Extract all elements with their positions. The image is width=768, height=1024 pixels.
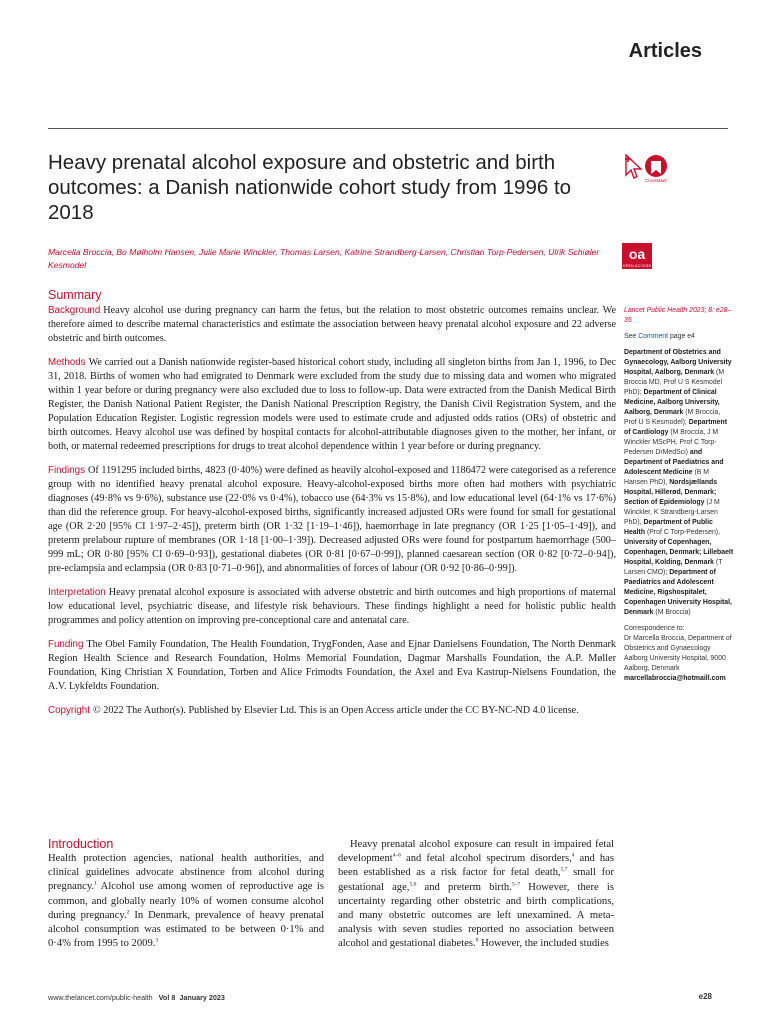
footer-date: January 2023: [179, 993, 225, 1002]
header-rule: [48, 128, 728, 129]
summary-findings: [48, 464, 616, 576]
sidebar: [624, 306, 734, 690]
methods-text: We carried out a Danish nationwide register-based historical cohort study, including all singleton births from Jan 1, 1996, to Dec 31, 2018. Births of women who had emigrated to Denmark were excluded from the study due to missing data and women who migrated within 1 year before or during pregnancy were also excluded due to loss to follow-up. Data were extracted from the Danish Medical Birth Register, the Danish National Patient Register, the Danish National Prescription Registry, the Danish Civil Registration System, and the Population Education Register. Logistic regression models were used to estimate crude and adjusted odds ratios (ORs) of obstetric and birth outcomes. Heavy alcohol use was defined by hospital contacts for alcohol-attributable diagnoses given to the mother, her infant, or both, or maternal redeemed prescriptions for drugs to treat alcohol dependence within 1 year before or during pregnancy.: [48, 357, 616, 452]
citation[interactable]: 5–7: [511, 881, 521, 888]
citation[interactable]: 2: [126, 909, 130, 916]
intro-text: Health protection agencies, national health authorities, and clinical guidelines advocate abstinence from alcohol during pregnancy.: [48, 853, 324, 893]
summary-funding: [48, 638, 616, 694]
introduction-column-2: [338, 838, 614, 952]
footer-journal-info: [48, 993, 225, 1002]
intro-text: and preterm birth.: [416, 881, 512, 893]
summary-methods: [48, 356, 616, 454]
crossmark-label: CrossMark: [645, 178, 667, 183]
summary-heading: Summary: [48, 288, 102, 302]
background-label: Background: [48, 305, 101, 316]
citation[interactable]: 4–6: [392, 852, 401, 859]
findings-text: Of 1191295 included births, 4823 (0·40%) were defined as heavily alcohol-exposed and 1186472 were categorised as a reference group with no identified heavy prenatal alcohol exposure. Heavy-alcohol-exposed births more often had mothers with psychiatric diagnoses (49·8% vs 9·6%), substance use (22·0% vs 0·4%), tobacco use (64·3% vs 15·8%), and low educational level (64·1% vs 17·6%) than did the reference group. For heavy-alcohol-exposed births, significantly increased adjusted ORs were found for small for gestational age (OR 2·20 [95% CI 1·97–2·45]), preterm birth (OR 1·32 [1·19–1·46]), haemorrhage in late pregnancy (OR 1·25 [1·05–1·49]), and preterm prelabour rupture of membranes (OR 1·18 [1·00–1·39]). Decreased adjusted ORs were found for postpartum haemorrhage (500–999 mL; OR 0·80 [95% CI 0·69–0·93]), gestational diabetes (OR 0·81 [0·67–0·99]), planned caesarean section (OR 0·82 [0·72–0·94]), pre-eclampsia and eclampsia (OR 0·83 [0·71–0·96]), and abnormalities of forces of labour (OR 0·92 [0·86–0·99]).: [48, 465, 616, 574]
section-label: Articles: [628, 40, 702, 62]
introduction-heading: Introduction: [48, 837, 114, 851]
methods-label: Methods: [48, 357, 86, 368]
author-list[interactable]: Marcella Broccia, Bo Mølholm Hansen, Julie Marie Winckler, Thomas Larsen, Katrine Strandberg-Larsen, Christian Torp-Pedersen, Ulrik Schiøler Kesmodel: [48, 247, 600, 270]
intro-text: However, there is uncertainty regarding other obstetric and birth complications, and many obstetric outcomes are left unexamined. A meta-analysis with seven studies reported no association between alcohol and gestational diabetes.: [338, 881, 615, 950]
interpretation-label: Interpretation: [48, 587, 106, 598]
intro-text: In Denmark, prevalence of heavy prenatal alcohol consumption was estimated to be between 0·1% and 0·4% from 1995 to 2009.: [48, 909, 324, 950]
article-title: Heavy prenatal alcohol exposure and obstetric and birth outcomes: a Danish nationwide cohort study from 1996 to 2018: [48, 151, 572, 224]
page-number: e28: [698, 992, 712, 1001]
comment-link[interactable]: Comment: [638, 333, 669, 340]
interpretation-text: Heavy prenatal alcohol exposure is associated with adverse obstetric and birth outcomes and high proportions of maternal low educational level, psychiatric disease, and lifestyle risk behaviours. These findings highlight a need for holistic public health programmes and policy attention on improving pre-conceptional care and antenatal care.: [48, 587, 616, 626]
crossmark-icon[interactable]: [622, 153, 672, 193]
intro-text: and has been established as a risk factor for fetal death,: [338, 853, 615, 879]
copyright-label: Copyright: [48, 705, 90, 716]
funding-text: The Obel Family Foundation, The Health Foundation, TrygFonden, Aase and Ejnar Danielsens Foundation, The North Denmark Region Health Science and Research Foundation, Holms Memorial Foundation, Dagmar Marshalls Foundation, the A.P. Møller Foundation, King Christian X Foundation, Torben and Alice Frimodts Foundation, the Axel and Eva Kastrup-Nielsens Foundation, the A.V. Lykfeldts Foundation.: [48, 639, 616, 692]
summary-copyright: [48, 704, 616, 718]
footer-volume: Vol 8: [158, 993, 176, 1002]
correspondence-address: Dr Marcella Broccia, Department of Obstetrics and Gynaecology Aalborg University Hospital, 9000 Aalborg, Denmark: [624, 635, 732, 672]
findings-label: Findings: [48, 465, 86, 476]
see-prefix: See: [624, 333, 639, 340]
see-suffix: page e4: [668, 333, 695, 340]
correspondence-label: Correspondence to:: [624, 625, 685, 632]
citation[interactable]: 3: [155, 937, 159, 944]
footer-url[interactable]: www.thelancet.com/public-health: [48, 993, 153, 1002]
intro-text: and fetal alcohol spectrum disorders,: [400, 853, 572, 865]
affiliations: Department of Obstetrics and Gynaecology, Aalborg University Hospital, Aalborg, Denmark (M Broccia MD, Prof U S Kesmodel PhD); Department of Clinical Medicine, Aalborg University, Aalborg, Denmark (M Broccia, Prof U S Kesmodel); Department of Cardiology (M Broccia, J M Winckler MScPH, Prof C Torp-Pedersen DrMedSci) and Department of Paediatrics and Adolescent Medicine (B M Hansen PhD), Nordsjællands Hospital, Hillerød, Denmark; Section of Epidemiology (J M Winckler, K Strandberg-Larsen PhD), Department of Public Health (Prof C Torp-Pedersen), University of Copenhagen, Copenhagen, Denmark; Lillebaelt Hospital, Kolding, Denmark (T Larsen CMO); Department of Paediatrics and Adolescent Medicine, Rigshospitalet, Copenhagen University Hospital, Denmark (M Broccia): [624, 349, 734, 616]
journal-citation: Lancet Public Health 2023; 8: e28–35: [624, 307, 732, 324]
citation[interactable]: 4: [571, 852, 575, 859]
citation[interactable]: 1: [94, 880, 97, 887]
background-text: Heavy alcohol use during pregnancy can harm the fetus, but the relation to most obstetric outcomes remains unclear. We therefore aimed to describe maternal characteristics and estimate the association between heavy prenatal alcohol exposure and 22 adverse obstetric and birth outcomes.: [48, 305, 616, 344]
correspondence-email[interactable]: marcellabroccia@hotmaill.com: [624, 675, 726, 682]
summary-body: [48, 304, 616, 728]
oa-label: oa: [628, 246, 646, 262]
introduction-column-1: [48, 852, 324, 951]
funding-label: Funding: [48, 639, 84, 650]
intro-text: Alcohol use among women of reproductive age is common, and globally nearly 10% of women consume alcohol during pregnancy.: [48, 881, 324, 921]
intro-text: small for gestational age,: [338, 867, 614, 893]
citation[interactable]: 5,7: [560, 866, 568, 873]
summary-background: [48, 304, 616, 346]
intro-text: Heavy prenatal alcohol exposure can result in impaired fetal development: [338, 839, 614, 865]
copyright-text: © 2022 The Author(s). Published by Elsevier Ltd. This is an Open Access article under the CC BY-NC-ND 4.0 license.: [92, 705, 579, 716]
open-access-badge: [622, 243, 652, 269]
citation[interactable]: 8: [475, 937, 479, 944]
citation[interactable]: 5,6: [409, 881, 417, 888]
oa-sublabel: OPEN ACCESS: [622, 264, 652, 268]
summary-interpretation: [48, 586, 616, 628]
intro-text: However, the included studies: [478, 938, 609, 950]
correspondence: [624, 624, 734, 684]
